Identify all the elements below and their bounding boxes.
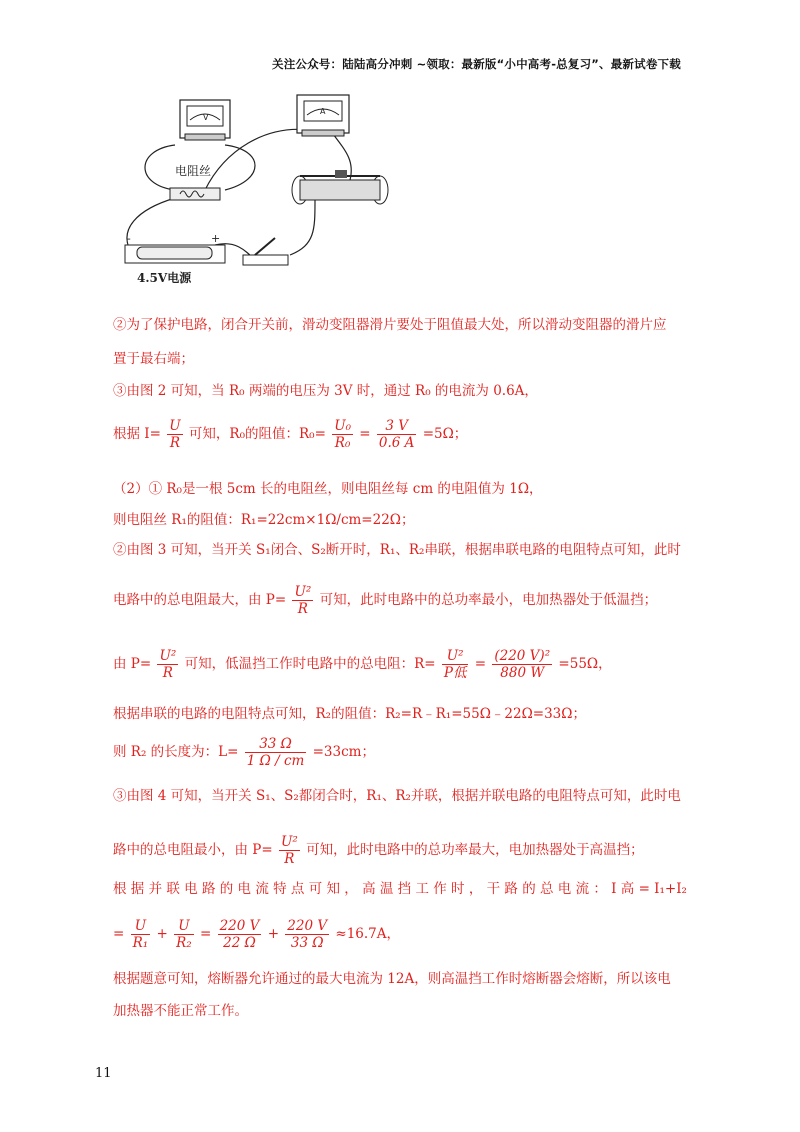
fraction-u0-over-r0: $\frac{\text{U₀}}{\text{R₀}}$	[334, 418, 351, 451]
resistor-label: 电阻丝	[175, 164, 212, 178]
text-line-1: ②为了保护电路，闭合开关前，滑动变阻器滑片要处于阻值最大处，所以滑动变阻器的滑片应	[113, 317, 667, 333]
formula-line-11: 则 R₂ 的长度为：L= $\frac{33 \Omega}{1 \Omega / cm}$ =33cm；	[113, 736, 375, 769]
text-line-6: 则电阻丝 R₁的阻值：R₁=22cm×1Ω/cm=22Ω；	[113, 512, 415, 528]
formula-line-4: 根据 I= $\frac{U}{R}$ 可知，R₀的阻值：R₀= $\frac{\text{U₀}}{\text{R₀}}$ = $\frac{3 V}{0.6 A}$ =5Ω；	[113, 418, 468, 451]
formula-line-9: 由 P= $\frac{\text{U²}}{R}$ 可知，低温挡工作时电路中的总电阻：R= $\frac{\text{U²}}{\text{P低}}$ = $\frac{\text{(220 V)²}}{880 W}$ =55Ω，	[113, 648, 612, 681]
ammeter	[297, 95, 349, 136]
fraction-u-over-r2: $\frac{U}{\text{R₂}}$	[176, 918, 192, 951]
text-line-2: 置于最右端；	[113, 351, 194, 367]
fraction-u2-over-r: $\frac{\text{U²}}{R}$	[294, 584, 312, 617]
page-header: 关注公众号：陆陆高分冲刺 ~领取：最新版“小中高考-总复习”、最新试卷下载	[272, 57, 681, 71]
fraction-u-over-r1: $\frac{U}{\text{R₁}}$	[132, 918, 149, 951]
formula-line-13: 路中的总电阻最小，由 P= $\frac{\text{U²}}{R}$ 可知，此时电路中的总功率最大，电加热器处于高温挡；	[113, 834, 644, 867]
fraction-220v2-over-880w: $\frac{\text{(220 V)²}}{880 W}$	[494, 648, 551, 681]
text-line-17: 加热器不能正常工作。	[113, 1003, 248, 1019]
fraction-u2-over-r-b: $\frac{\text{U²}}{R}$	[159, 648, 177, 681]
page-number: 11	[95, 1066, 112, 1081]
fraction-u2-over-pdi: $\frac{\text{U²}}{\text{P低}}$	[443, 648, 467, 681]
voltmeter-label: V	[203, 113, 209, 122]
fraction-3v-over-06a: $\frac{3 V}{0.6 A}$	[378, 418, 415, 451]
source-label: 4.5V电源	[137, 271, 192, 285]
text-line-12: ③由图 4 可知，当开关 S₁、S₂都闭合时，R₁、R₂并联，根据并联电路的电阻特点可知，此时电	[113, 788, 681, 804]
formula-line-15: = $\frac{U}{\text{R₁}}$ + $\frac{U}{\text{R₂}}$ = $\frac{220 V}{22 \Omega}$ + $\frac{220 V}{33 \Omega}$ ≈16.7A，	[113, 918, 401, 951]
text-line-7: ②由图 3 可知，当开关 S₁闭合、S₂断开时，R₁、R₂串联，根据串联电路的电阻特点可知，此时	[113, 542, 681, 558]
switch	[243, 238, 288, 265]
fraction-33ohm-over-1ohmcm: $\frac{33 \Omega}{1 \Omega / cm}$	[246, 736, 305, 769]
circuit-figure	[115, 90, 415, 290]
battery	[125, 232, 225, 285]
rheostat	[292, 170, 388, 204]
fraction-u2-over-r-c: $\frac{\text{U²}}{R}$	[280, 834, 298, 867]
fraction-220v-over-33ohm: $\frac{220 V}{33 \Omega}$	[287, 918, 328, 951]
text-line-16: 根据题意可知，熔断器允许通过的最大电流为 12A，则高温挡工作时熔断器会熔断，所以该电	[113, 971, 671, 987]
fraction-u-over-r: $\frac{U}{R}$	[169, 418, 181, 451]
text-line-5: （2）① R₀是一根 5cm 长的电阻丝，则电阻丝每 cm 的电阻值为 1Ω，	[113, 481, 543, 497]
formula-line-8: 电路中的总电阻最大，由 P= $\frac{\text{U²}}{R}$ 可知，此时电路中的总功率最小，电加热器处于低温挡；	[113, 584, 658, 617]
plus-sign: +	[211, 232, 221, 245]
text-line-3: ③由图 2 可知，当 R₀ 两端的电压为 3V 时，通过 R₀ 的电流为 0.6A，	[113, 383, 538, 399]
voltmeter	[180, 100, 230, 140]
text-line-10: 根据串联的电路的电阻特点可知，R₂的阻值：R₂=R﹣R₁=55Ω﹣22Ω=33Ω；	[113, 706, 586, 722]
resistor-wire	[170, 163, 220, 200]
minus-sign: -	[127, 232, 131, 245]
ammeter-label: A	[320, 107, 326, 116]
text-line-14: 根 据 并 联 电 路 的 电 流 特 点 可 知 ， 高 温 挡 工 作 时 ， 干 路 的 总 电 流 ： I 高 = I₁+I₂	[113, 881, 687, 897]
fraction-220v-over-22ohm: $\frac{220 V}{22 \Omega}$	[219, 918, 260, 951]
